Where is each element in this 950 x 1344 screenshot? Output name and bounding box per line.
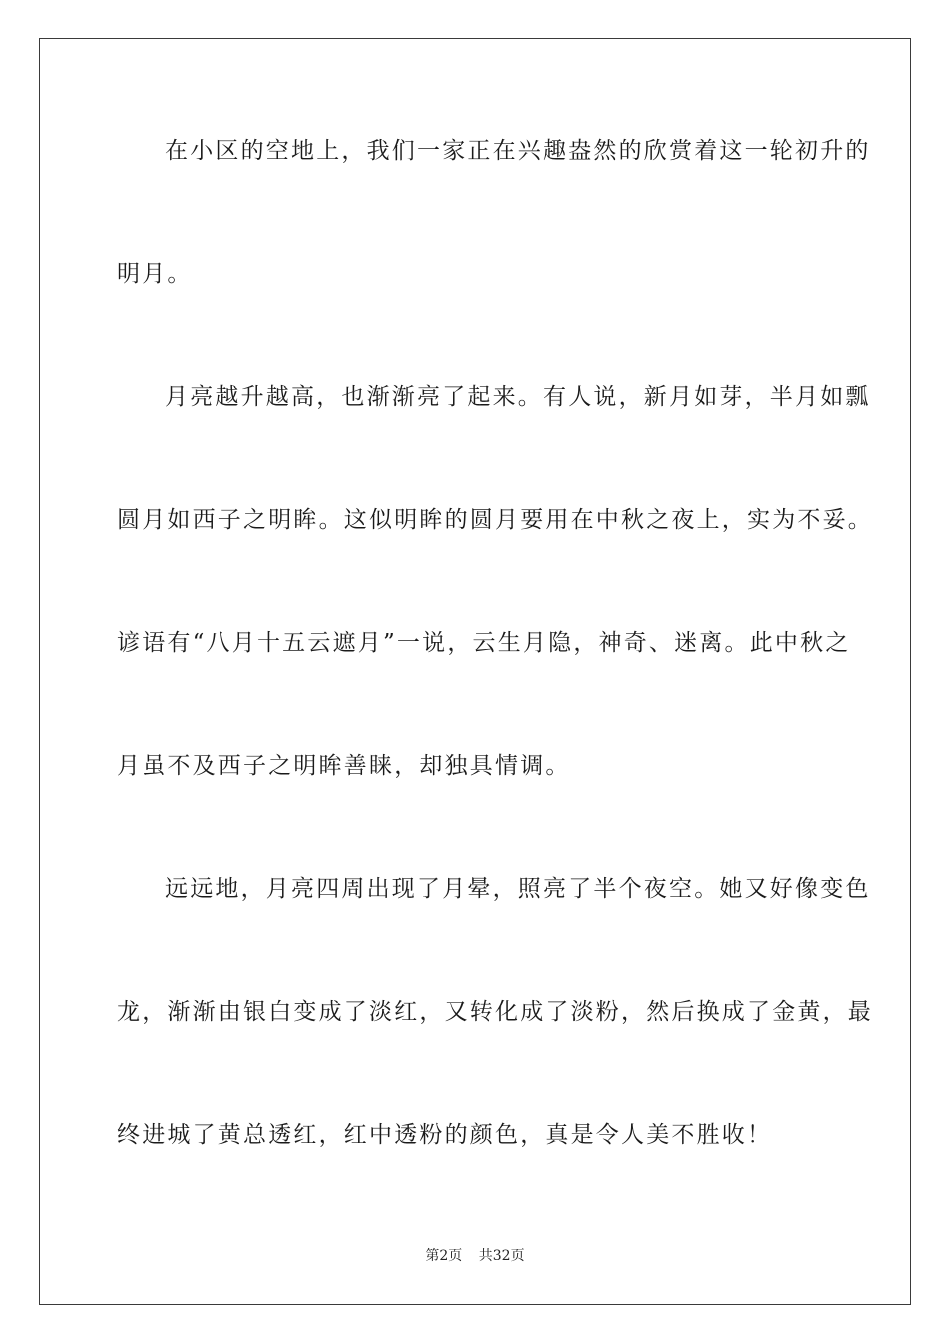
- paragraph-1-line-2: 明月。: [117, 261, 193, 287]
- paragraph-1-line-1: 在小区的空地上，我们一家正在兴趣盎然的欣赏着这一轮初升的: [165, 138, 871, 164]
- page-footer: [0, 1247, 950, 1265]
- paragraph-2-line-2: 圆月如西子之明眸。这似明眸的圆月要用在中秋之夜上，实为不妥。: [117, 507, 873, 533]
- paragraph-3-line-3: 终进城了黄总透红，红中透粉的颜色，真是令人美不胜收！: [117, 1122, 773, 1148]
- paragraph-2-line-3: 谚语有“八月十五云遮月”一说，云生月隐，神奇、迷离。此中秋之: [117, 630, 851, 656]
- paragraph-2-line-1: 月亮越升越高，也渐渐亮了起来。有人说，新月如芽，半月如瓢: [165, 384, 871, 410]
- paragraph-2-line-4: 月虽不及西子之明眸善睐，却独具情调。: [117, 753, 571, 779]
- page-total: 共32页: [478, 1248, 525, 1264]
- page-number: 第2页: [425, 1248, 463, 1264]
- paragraph-3-line-1: 远远地，月亮四周出现了月晕，照亮了半个夜空。她又好像变色: [165, 876, 871, 902]
- paragraph-3-line-2: 龙，渐渐由银白变成了淡红，又转化成了淡粉，然后换成了金黄，最: [117, 999, 873, 1025]
- page-border: [39, 38, 911, 1305]
